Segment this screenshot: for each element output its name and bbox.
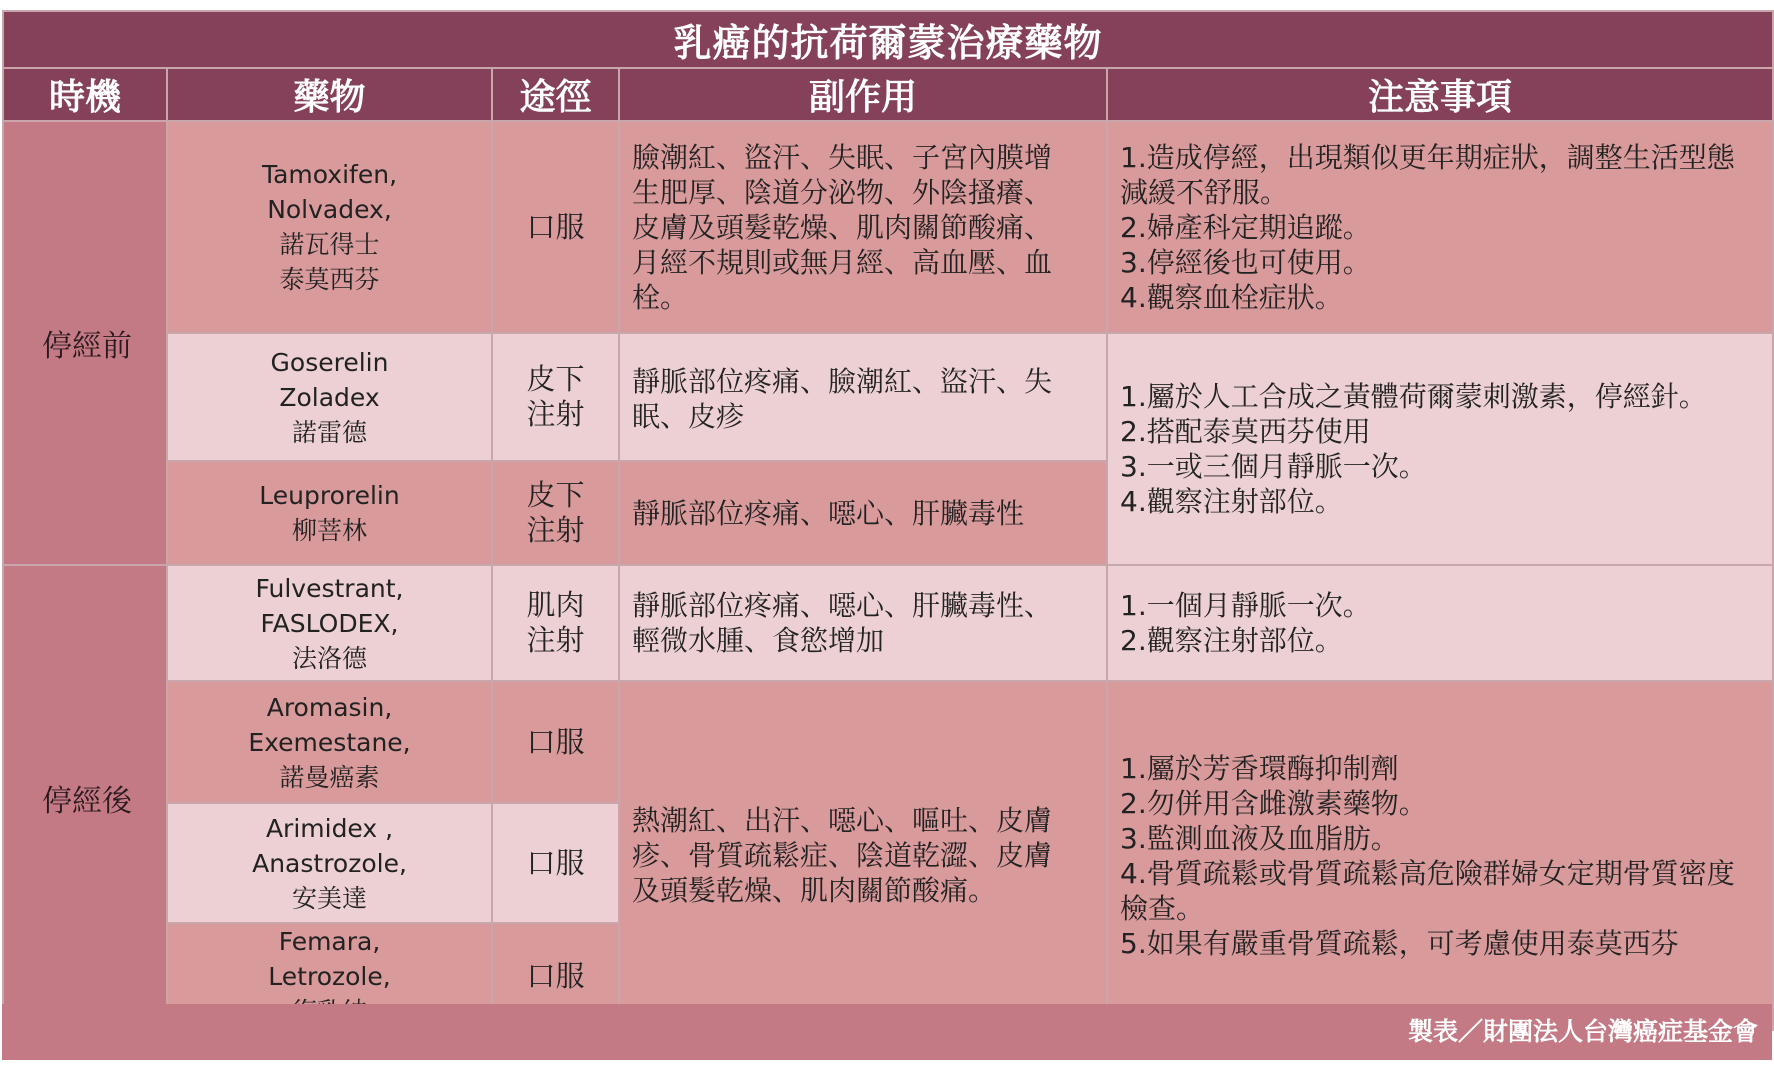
drug-name: Letrozole, <box>268 962 391 991</box>
route-text: 口服 <box>526 724 585 759</box>
drug-name: Exemestane, <box>248 727 411 757</box>
note-text: 4.骨質疏鬆或骨質疏鬆高危險群婦女定期骨質密度 <box>1120 856 1735 890</box>
drug-cell <box>167 565 492 681</box>
note-text: 2.觀察注射部位。 <box>1120 624 1343 657</box>
side-effects-text: 靜脈部位疼痛、噁心、肝臟毒性、 <box>632 589 1053 622</box>
side-effects-cell <box>619 681 1107 1030</box>
drug-cell <box>167 803 492 923</box>
header-timing: 時機 <box>3 68 167 121</box>
note-text: 4.觀察血栓症狀。 <box>1120 280 1343 314</box>
side-effects-text: 皮膚及頭髮乾燥、肌肉關節酸痛、 <box>632 210 1053 244</box>
header-route: 途徑 <box>492 68 619 121</box>
side-effects-text: 月經不規則或無月經、高血壓、血 <box>632 245 1053 279</box>
drug-name: Zoladex <box>279 382 380 412</box>
note-text: 2.勿併用含雌激素藥物。 <box>1120 786 1427 820</box>
drug-name: 柳菩林 <box>291 516 367 545</box>
route-text: 口服 <box>526 209 585 244</box>
route-text: 注射 <box>526 623 585 657</box>
drug-name: 法洛德 <box>291 643 367 673</box>
notes-cell <box>1107 681 1773 1030</box>
side-effects-text: 眠、皮疹 <box>632 400 745 433</box>
note-text: 3.監測血液及血脂肪。 <box>1120 821 1399 855</box>
drug-name: 泰莫西芬 <box>279 265 380 294</box>
note-text: 2.婦產科定期追蹤。 <box>1120 210 1371 244</box>
table-row <box>3 121 1773 333</box>
drug-name: Nolvadex, <box>267 195 392 224</box>
side-effects-cell <box>619 121 1107 333</box>
table-frame <box>0 10 1774 1073</box>
notes-cell <box>1107 565 1773 681</box>
note-text: 檢查。 <box>1120 891 1205 925</box>
notes-cell <box>1107 121 1773 333</box>
side-effects-cell <box>619 565 1107 681</box>
route-cell <box>492 333 619 461</box>
side-effects-cell <box>619 333 1107 461</box>
drug-name: Fulvestrant, <box>255 573 404 603</box>
drug-name: FASLODEX, <box>260 608 399 638</box>
route-cell <box>492 681 619 803</box>
drug-name: Aromasin, <box>266 692 393 722</box>
side-effects-text: 臉潮紅、盜汗、失眠、子宮內膜增 <box>632 140 1053 174</box>
route-text: 皮下 <box>526 362 585 396</box>
side-effects-text: 疹、骨質疏鬆症、陰道乾澀、皮膚 <box>632 839 1053 872</box>
route-cell <box>492 121 619 333</box>
drug-cell <box>167 461 492 565</box>
drug-name: Tamoxifen, <box>261 160 398 189</box>
side-effects-text: 生肥厚、陰道分泌物、外陰搔癢、 <box>632 175 1053 209</box>
note-text: 減緩不舒服。 <box>1120 175 1289 209</box>
route-cell <box>492 565 619 681</box>
header-drug: 藥物 <box>167 68 492 121</box>
route-text: 肌肉 <box>526 588 585 622</box>
side-effects-text: 靜脈部位疼痛、臉潮紅、盜汗、失 <box>632 365 1053 398</box>
drug-name: 安美達 <box>291 883 367 913</box>
medication-table <box>2 10 1774 1031</box>
note-text: 3.停經後也可使用。 <box>1120 245 1371 279</box>
note-text: 1.屬於芳香環酶抑制劑 <box>1120 751 1399 785</box>
side-effects-text: 及頭髮乾燥、肌肉關節酸痛。 <box>632 874 997 907</box>
drug-cell <box>167 121 492 333</box>
route-text: 注射 <box>526 397 585 431</box>
drug-name: Goserelin <box>270 347 389 377</box>
drug-name: 諾瓦得士 <box>279 230 380 259</box>
drug-cell <box>167 681 492 803</box>
side-effects-text: 輕微水腫、食慾增加 <box>632 624 885 657</box>
note-text: 2.搭配泰莫西芬使用 <box>1120 415 1371 448</box>
notes-cell <box>1107 333 1773 565</box>
drug-name: Arimidex , <box>265 813 394 843</box>
drug-cell <box>167 333 492 461</box>
source-credit: 製表／財團法人台灣癌症基金會 <box>2 1004 1772 1060</box>
drug-name: 諾雷德 <box>291 417 367 447</box>
side-effects-text: 靜脈部位疼痛、噁心、肝臟毒性 <box>632 496 1025 530</box>
note-text: 4.觀察注射部位。 <box>1120 485 1343 518</box>
note-text: 3.一或三個月靜脈一次。 <box>1120 450 1427 483</box>
note-text: 1.造成停經，出現類似更年期症狀，調整生活型態 <box>1120 140 1735 174</box>
side-effects-cell <box>619 461 1107 565</box>
table-row <box>3 565 1773 681</box>
drug-name: Anastrozole, <box>252 848 407 878</box>
timing-postmenopause: 停經後 <box>3 565 167 1030</box>
drug-name: Femara, <box>278 927 381 956</box>
side-effects-text: 栓。 <box>632 280 689 314</box>
table-title: 乳癌的抗荷爾蒙治療藥物 <box>3 11 1773 68</box>
route-text: 皮下 <box>526 478 585 512</box>
route-cell <box>492 461 619 565</box>
route-text: 口服 <box>526 959 585 993</box>
route-text: 注射 <box>526 513 585 547</box>
header-side-effects: 副作用 <box>619 68 1107 121</box>
side-effects-text: 熱潮紅、出汗、噁心、嘔吐、皮膚 <box>632 804 1053 837</box>
note-text: 1.一個月靜脈一次。 <box>1120 589 1371 622</box>
table-row <box>3 681 1773 803</box>
drug-name: 諾曼癌素 <box>279 762 380 792</box>
header-notes: 注意事項 <box>1107 68 1773 121</box>
drug-name: Leuprorelin <box>259 481 400 510</box>
route-cell <box>492 803 619 923</box>
timing-premenopause: 停經前 <box>3 121 167 565</box>
note-text: 1.屬於人工合成之黃體荷爾蒙刺激素，停經針。 <box>1120 380 1707 413</box>
table-row <box>3 333 1773 461</box>
route-text: 口服 <box>526 845 585 880</box>
note-text: 5.如果有嚴重骨質疏鬆，可考慮使用泰莫西芬 <box>1120 926 1679 960</box>
